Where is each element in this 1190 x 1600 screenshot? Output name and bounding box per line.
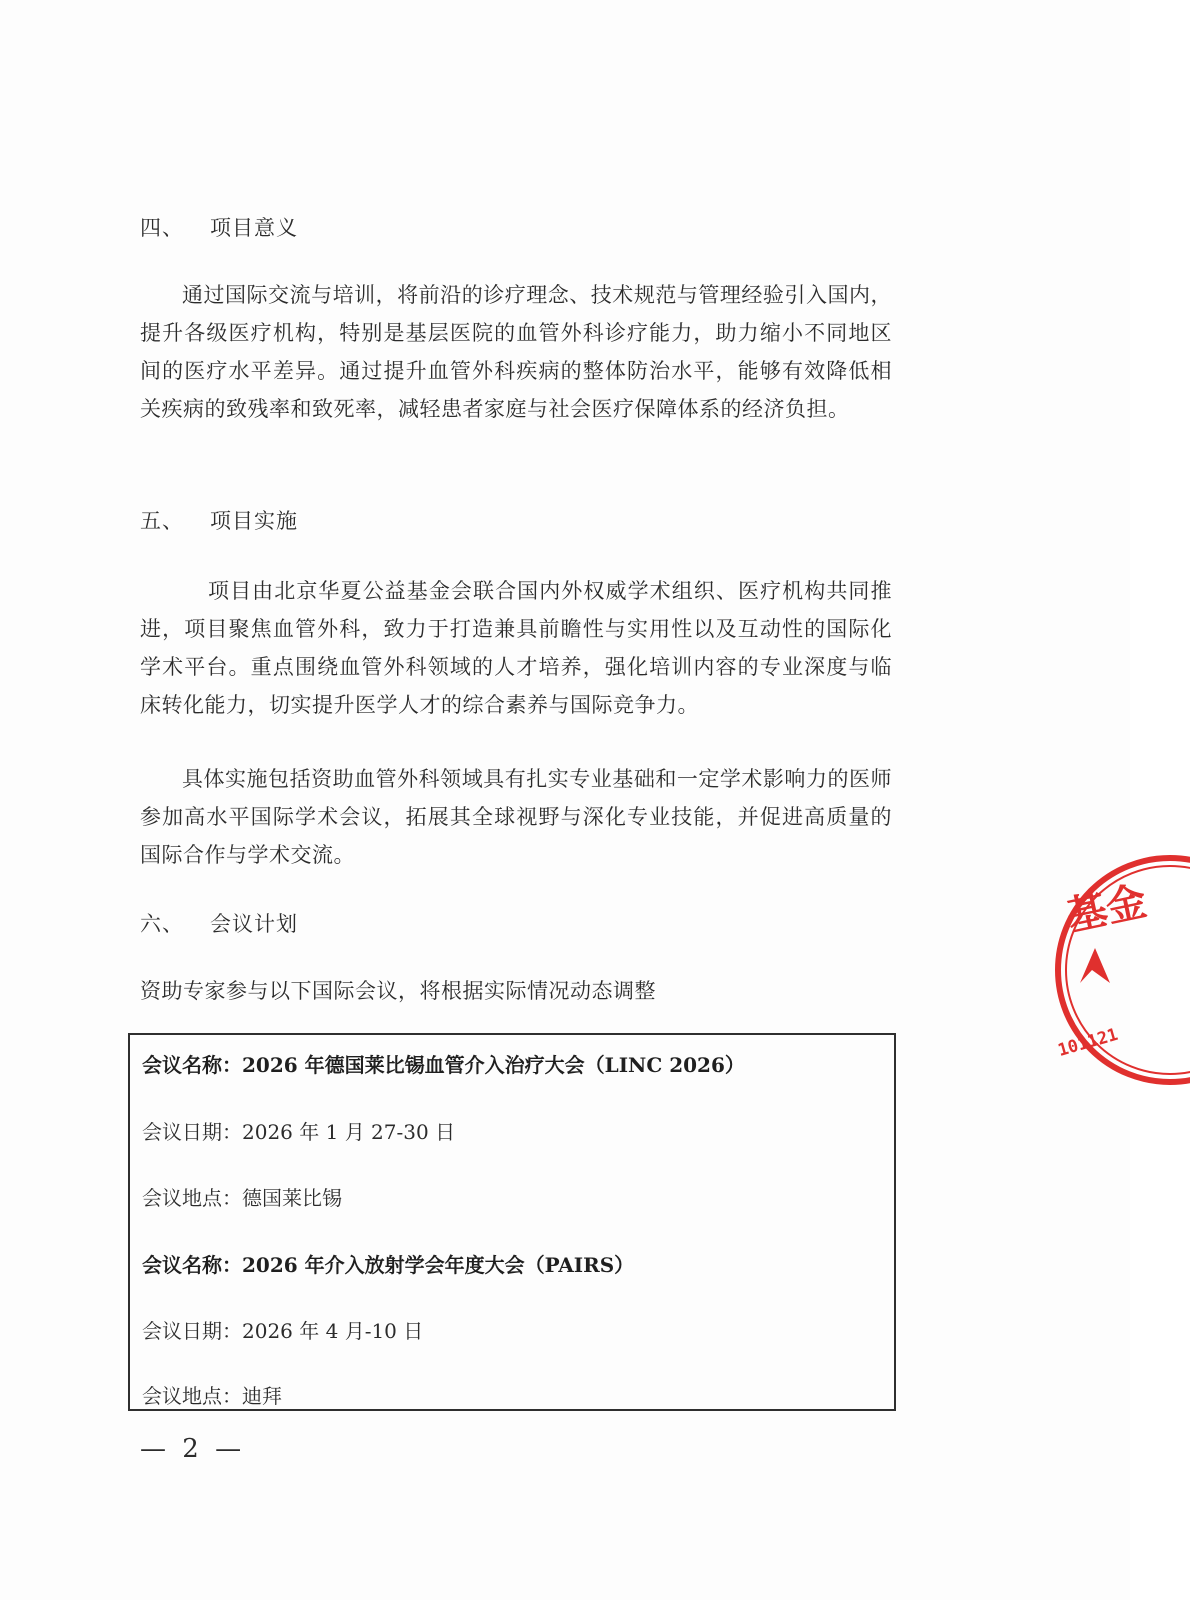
section-6-heading — [140, 908, 298, 938]
section-6-intro: 资助专家参与以下国际会议，将根据实际情况动态调整 — [140, 979, 656, 1003]
section-6-title: 会议计划 — [210, 912, 298, 936]
section-5-paragraph-1: 项目由北京华夏公益基金会联合国内外权威学术组织、医疗机构共同推进，项目聚焦血管外科，致力于打造兼具前瞻性与实用性以及互动性的国际化学术平台。重点围绕血管外科领域的人才培养，强化培训内容的专业深度与临床转化能力，切实提升医学人才的综合素养与国际竞争力。 — [140, 579, 892, 717]
page-number: — 2 — — [140, 1434, 246, 1464]
section-4-paragraph: 通过国际交流与培训，将前沿的诊疗理念、技术规范与管理经验引入国内，提升各级医疗机构，特别是基层医院的血管外科诊疗能力，助力缩小不同地区间的医疗水平差异。通过提升血管外科疾病的整体防治水平，能够有效降低相关疾病的致残率和致死率，减轻患者家庭与社会医疗保障体系的经济负担。 — [140, 283, 892, 421]
seal-stamp-icon — [1040, 848, 1190, 1093]
conference-1-location: 会议地点：德国莱比锡 — [142, 1186, 342, 1210]
section-4-heading — [140, 212, 298, 242]
conference-2-location: 会议地点：迪拜 — [142, 1384, 282, 1408]
svg-text:101121: 101121 — [1055, 1024, 1121, 1061]
svg-text:基金: 基金 — [1062, 878, 1151, 941]
section-6-number: 六、 — [140, 912, 184, 936]
section-5-number: 五、 — [140, 509, 184, 533]
section-5-heading — [140, 505, 298, 535]
section-5-title: 项目实施 — [210, 509, 298, 533]
section-4-title: 项目意义 — [210, 216, 298, 240]
section-4-number: 四、 — [140, 216, 184, 240]
conference-2-name: 会议名称：2026 年介入放射学会年度大会（PAIRS） — [142, 1253, 635, 1277]
conference-2-date: 会议日期：2026 年 4 月-10 日 — [142, 1319, 424, 1343]
conference-1-date: 会议日期：2026 年 1 月 27-30 日 — [142, 1120, 456, 1144]
section-5-paragraph-2: 具体实施包括资助血管外科领域具有扎实专业基础和一定学术影响力的医师参加高水平国际学术会议，拓展其全球视野与深化专业技能，并促进高质量的国际合作与学术交流。 — [140, 767, 892, 867]
conference-1-name: 会议名称：2026 年德国莱比锡血管介入治疗大会（LINC 2026） — [142, 1053, 745, 1077]
conference-table — [128, 1033, 896, 1411]
